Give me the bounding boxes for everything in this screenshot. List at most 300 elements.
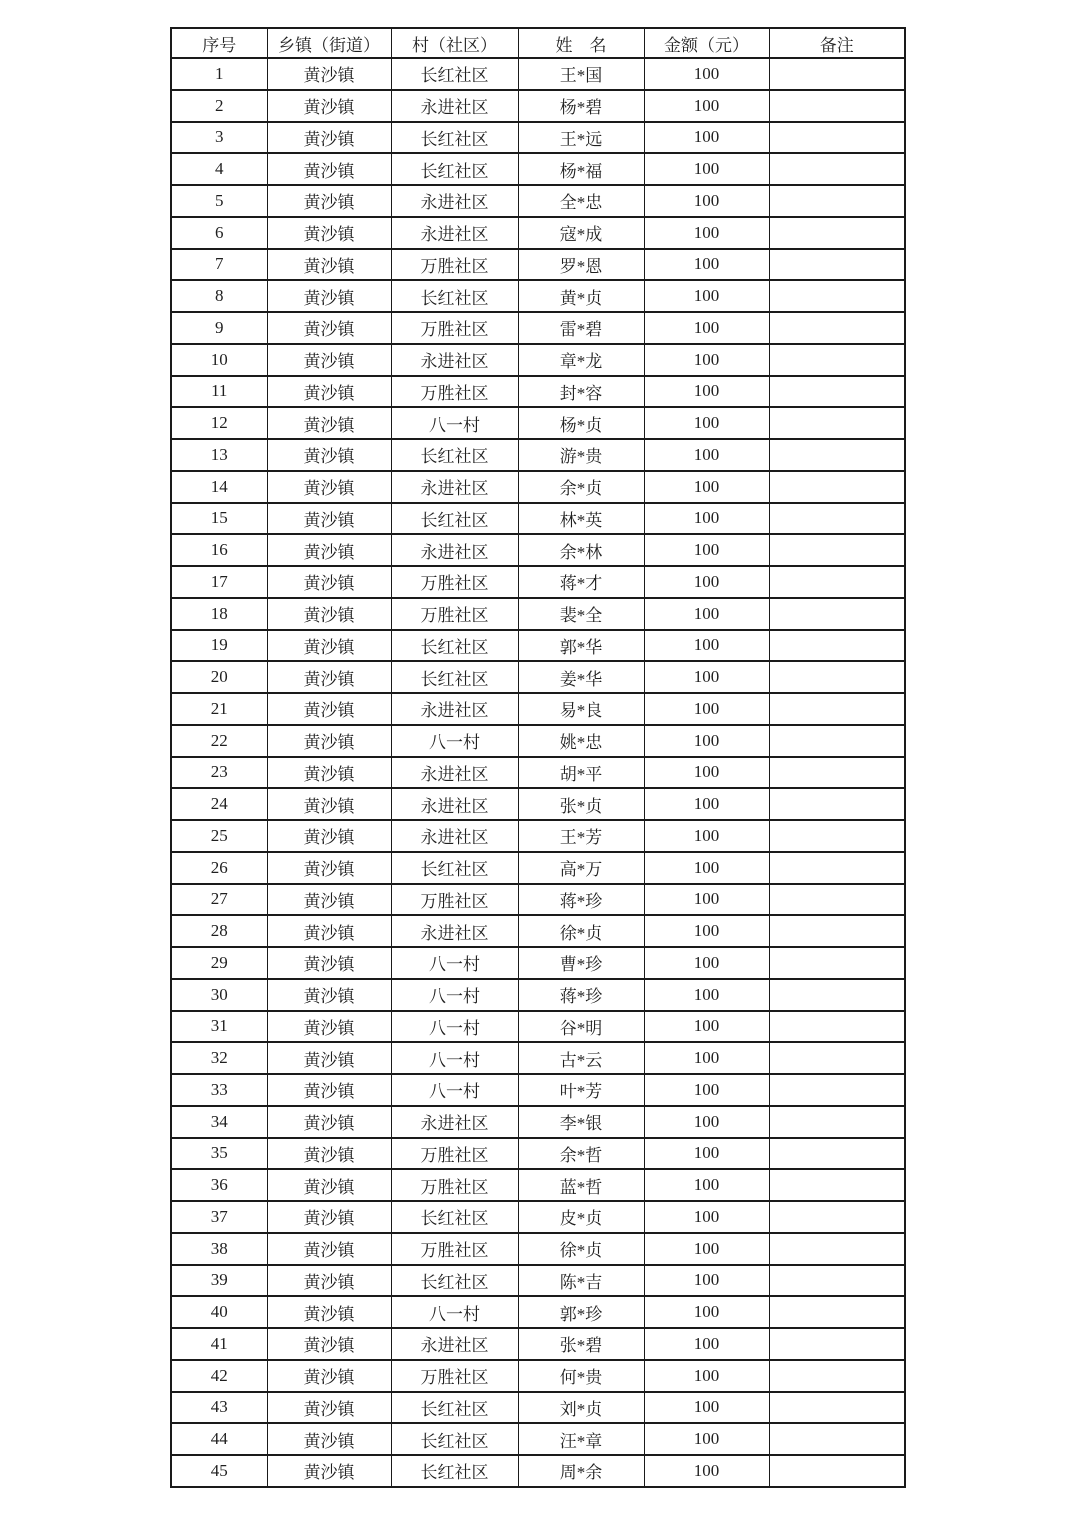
cell-village: 长红社区 bbox=[391, 1392, 518, 1424]
cell-index: 34 bbox=[171, 1106, 267, 1138]
cell-remark bbox=[769, 884, 905, 916]
cell-town: 黄沙镇 bbox=[267, 1233, 391, 1265]
cell-index: 39 bbox=[171, 1265, 267, 1297]
cell-name: 余*哲 bbox=[518, 1138, 644, 1170]
cell-remark bbox=[769, 1328, 905, 1360]
cell-remark bbox=[769, 1074, 905, 1106]
cell-town: 黄沙镇 bbox=[267, 122, 391, 154]
cell-index: 24 bbox=[171, 788, 267, 820]
cell-index: 44 bbox=[171, 1423, 267, 1455]
cell-village: 永进社区 bbox=[391, 820, 518, 852]
cell-village: 长红社区 bbox=[391, 630, 518, 662]
table-row bbox=[171, 1201, 905, 1233]
cell-town: 黄沙镇 bbox=[267, 407, 391, 439]
table-row bbox=[171, 280, 905, 312]
cell-name: 封*容 bbox=[518, 376, 644, 408]
cell-remark bbox=[769, 1296, 905, 1328]
cell-name: 黄*贞 bbox=[518, 280, 644, 312]
cell-amount: 100 bbox=[644, 1455, 769, 1487]
cell-remark bbox=[769, 280, 905, 312]
cell-village: 永进社区 bbox=[391, 90, 518, 122]
cell-town: 黄沙镇 bbox=[267, 598, 391, 630]
cell-remark bbox=[769, 661, 905, 693]
cell-amount: 100 bbox=[644, 852, 769, 884]
cell-town: 黄沙镇 bbox=[267, 1074, 391, 1106]
cell-village: 永进社区 bbox=[391, 185, 518, 217]
cell-remark bbox=[769, 153, 905, 185]
cell-amount: 100 bbox=[644, 1011, 769, 1043]
cell-remark bbox=[769, 1169, 905, 1201]
table-row bbox=[171, 471, 905, 503]
table-header-row bbox=[171, 28, 905, 58]
cell-index: 43 bbox=[171, 1392, 267, 1424]
cell-name: 余*林 bbox=[518, 534, 644, 566]
cell-name: 姜*华 bbox=[518, 661, 644, 693]
cell-amount: 100 bbox=[644, 1328, 769, 1360]
cell-village: 八一村 bbox=[391, 407, 518, 439]
cell-index: 22 bbox=[171, 725, 267, 757]
cell-amount: 100 bbox=[644, 598, 769, 630]
cell-index: 40 bbox=[171, 1296, 267, 1328]
cell-town: 黄沙镇 bbox=[267, 661, 391, 693]
cell-village: 长红社区 bbox=[391, 1423, 518, 1455]
cell-name: 余*贞 bbox=[518, 471, 644, 503]
cell-remark bbox=[769, 693, 905, 725]
cell-amount: 100 bbox=[644, 725, 769, 757]
cell-town: 黄沙镇 bbox=[267, 249, 391, 281]
cell-index: 19 bbox=[171, 630, 267, 662]
cell-village: 八一村 bbox=[391, 1011, 518, 1043]
cell-remark bbox=[769, 852, 905, 884]
cell-index: 2 bbox=[171, 90, 267, 122]
cell-town: 黄沙镇 bbox=[267, 566, 391, 598]
cell-village: 永进社区 bbox=[391, 1106, 518, 1138]
cell-name: 高*万 bbox=[518, 852, 644, 884]
cell-village: 万胜社区 bbox=[391, 249, 518, 281]
cell-village: 万胜社区 bbox=[391, 566, 518, 598]
cell-remark bbox=[769, 407, 905, 439]
cell-village: 万胜社区 bbox=[391, 598, 518, 630]
cell-remark bbox=[769, 1042, 905, 1074]
table-row bbox=[171, 312, 905, 344]
table-row bbox=[171, 693, 905, 725]
cell-amount: 100 bbox=[644, 1169, 769, 1201]
column-header-amount: 金额（元） bbox=[644, 28, 769, 58]
cell-village: 长红社区 bbox=[391, 280, 518, 312]
cell-town: 黄沙镇 bbox=[267, 884, 391, 916]
table-row bbox=[171, 376, 905, 408]
table-row bbox=[171, 852, 905, 884]
cell-name: 寇*成 bbox=[518, 217, 644, 249]
cell-remark bbox=[769, 534, 905, 566]
cell-amount: 100 bbox=[644, 153, 769, 185]
cell-village: 永进社区 bbox=[391, 915, 518, 947]
cell-town: 黄沙镇 bbox=[267, 280, 391, 312]
cell-town: 黄沙镇 bbox=[267, 503, 391, 535]
cell-name: 罗*恩 bbox=[518, 249, 644, 281]
cell-village: 永进社区 bbox=[391, 471, 518, 503]
table-row bbox=[171, 979, 905, 1011]
cell-village: 长红社区 bbox=[391, 852, 518, 884]
cell-remark bbox=[769, 725, 905, 757]
cell-village: 长红社区 bbox=[391, 661, 518, 693]
table-row bbox=[171, 915, 905, 947]
table-row bbox=[171, 884, 905, 916]
cell-village: 长红社区 bbox=[391, 153, 518, 185]
cell-remark bbox=[769, 820, 905, 852]
cell-remark bbox=[769, 598, 905, 630]
cell-remark bbox=[769, 376, 905, 408]
cell-village: 八一村 bbox=[391, 979, 518, 1011]
cell-village: 长红社区 bbox=[391, 58, 518, 90]
table-row bbox=[171, 820, 905, 852]
cell-index: 10 bbox=[171, 344, 267, 376]
cell-index: 29 bbox=[171, 947, 267, 979]
cell-village: 永进社区 bbox=[391, 1328, 518, 1360]
table-row bbox=[171, 1169, 905, 1201]
cell-name: 王*国 bbox=[518, 58, 644, 90]
cell-village: 长红社区 bbox=[391, 1455, 518, 1487]
column-header-remark: 备注 bbox=[769, 28, 905, 58]
cell-index: 18 bbox=[171, 598, 267, 630]
subsidy-table bbox=[170, 27, 906, 1488]
cell-amount: 100 bbox=[644, 344, 769, 376]
cell-amount: 100 bbox=[644, 693, 769, 725]
cell-remark bbox=[769, 1233, 905, 1265]
cell-remark bbox=[769, 471, 905, 503]
cell-amount: 100 bbox=[644, 312, 769, 344]
cell-name: 皮*贞 bbox=[518, 1201, 644, 1233]
cell-name: 郭*珍 bbox=[518, 1296, 644, 1328]
table-row bbox=[171, 1392, 905, 1424]
cell-amount: 100 bbox=[644, 757, 769, 789]
cell-name: 曹*珍 bbox=[518, 947, 644, 979]
cell-amount: 100 bbox=[644, 979, 769, 1011]
cell-village: 万胜社区 bbox=[391, 1233, 518, 1265]
cell-name: 章*龙 bbox=[518, 344, 644, 376]
table-row bbox=[171, 1106, 905, 1138]
cell-amount: 100 bbox=[644, 1360, 769, 1392]
cell-index: 13 bbox=[171, 439, 267, 471]
cell-index: 16 bbox=[171, 534, 267, 566]
cell-town: 黄沙镇 bbox=[267, 439, 391, 471]
table-row bbox=[171, 630, 905, 662]
cell-amount: 100 bbox=[644, 884, 769, 916]
cell-name: 裴*全 bbox=[518, 598, 644, 630]
table-row bbox=[171, 217, 905, 249]
cell-remark bbox=[769, 1265, 905, 1297]
cell-remark bbox=[769, 1392, 905, 1424]
cell-town: 黄沙镇 bbox=[267, 630, 391, 662]
table-row bbox=[171, 1360, 905, 1392]
cell-town: 黄沙镇 bbox=[267, 90, 391, 122]
cell-amount: 100 bbox=[644, 503, 769, 535]
column-header-village: 村（社区） bbox=[391, 28, 518, 58]
cell-town: 黄沙镇 bbox=[267, 312, 391, 344]
cell-remark bbox=[769, 344, 905, 376]
cell-amount: 100 bbox=[644, 217, 769, 249]
cell-village: 万胜社区 bbox=[391, 884, 518, 916]
cell-town: 黄沙镇 bbox=[267, 979, 391, 1011]
cell-town: 黄沙镇 bbox=[267, 185, 391, 217]
table-row bbox=[171, 185, 905, 217]
cell-index: 5 bbox=[171, 185, 267, 217]
table-row bbox=[171, 598, 905, 630]
table-row bbox=[171, 1423, 905, 1455]
table-row bbox=[171, 122, 905, 154]
cell-amount: 100 bbox=[644, 1423, 769, 1455]
cell-remark bbox=[769, 439, 905, 471]
cell-name: 王*芳 bbox=[518, 820, 644, 852]
cell-amount: 100 bbox=[644, 1201, 769, 1233]
cell-name: 张*贞 bbox=[518, 788, 644, 820]
cell-village: 八一村 bbox=[391, 725, 518, 757]
cell-town: 黄沙镇 bbox=[267, 1360, 391, 1392]
cell-remark bbox=[769, 757, 905, 789]
table-row bbox=[171, 344, 905, 376]
cell-name: 徐*贞 bbox=[518, 915, 644, 947]
cell-remark bbox=[769, 217, 905, 249]
cell-name: 雷*碧 bbox=[518, 312, 644, 344]
cell-amount: 100 bbox=[644, 534, 769, 566]
cell-name: 杨*碧 bbox=[518, 90, 644, 122]
table-row bbox=[171, 1328, 905, 1360]
cell-town: 黄沙镇 bbox=[267, 1106, 391, 1138]
cell-name: 叶*芳 bbox=[518, 1074, 644, 1106]
cell-name: 全*忠 bbox=[518, 185, 644, 217]
cell-town: 黄沙镇 bbox=[267, 693, 391, 725]
cell-remark bbox=[769, 979, 905, 1011]
cell-amount: 100 bbox=[644, 90, 769, 122]
cell-village: 永进社区 bbox=[391, 344, 518, 376]
cell-village: 万胜社区 bbox=[391, 312, 518, 344]
cell-village: 长红社区 bbox=[391, 1201, 518, 1233]
cell-index: 14 bbox=[171, 471, 267, 503]
cell-name: 易*良 bbox=[518, 693, 644, 725]
cell-remark bbox=[769, 1360, 905, 1392]
cell-town: 黄沙镇 bbox=[267, 757, 391, 789]
cell-amount: 100 bbox=[644, 1265, 769, 1297]
cell-name: 姚*忠 bbox=[518, 725, 644, 757]
cell-index: 31 bbox=[171, 1011, 267, 1043]
table-row bbox=[171, 153, 905, 185]
cell-remark bbox=[769, 1423, 905, 1455]
cell-amount: 100 bbox=[644, 1392, 769, 1424]
cell-amount: 100 bbox=[644, 1138, 769, 1170]
cell-index: 42 bbox=[171, 1360, 267, 1392]
cell-amount: 100 bbox=[644, 1074, 769, 1106]
cell-remark bbox=[769, 312, 905, 344]
cell-village: 永进社区 bbox=[391, 693, 518, 725]
cell-name: 蒋*珍 bbox=[518, 979, 644, 1011]
cell-village: 万胜社区 bbox=[391, 376, 518, 408]
cell-town: 黄沙镇 bbox=[267, 820, 391, 852]
cell-town: 黄沙镇 bbox=[267, 1042, 391, 1074]
cell-town: 黄沙镇 bbox=[267, 1328, 391, 1360]
cell-village: 八一村 bbox=[391, 1042, 518, 1074]
cell-amount: 100 bbox=[644, 566, 769, 598]
cell-remark bbox=[769, 249, 905, 281]
cell-name: 蒋*珍 bbox=[518, 884, 644, 916]
cell-index: 4 bbox=[171, 153, 267, 185]
cell-amount: 100 bbox=[644, 280, 769, 312]
cell-index: 25 bbox=[171, 820, 267, 852]
cell-name: 张*碧 bbox=[518, 1328, 644, 1360]
cell-amount: 100 bbox=[644, 788, 769, 820]
cell-name: 蒋*才 bbox=[518, 566, 644, 598]
cell-town: 黄沙镇 bbox=[267, 376, 391, 408]
cell-name: 徐*贞 bbox=[518, 1233, 644, 1265]
cell-village: 八一村 bbox=[391, 947, 518, 979]
cell-name: 周*余 bbox=[518, 1455, 644, 1487]
cell-town: 黄沙镇 bbox=[267, 471, 391, 503]
cell-village: 永进社区 bbox=[391, 217, 518, 249]
cell-town: 黄沙镇 bbox=[267, 1296, 391, 1328]
table-row bbox=[171, 947, 905, 979]
cell-amount: 100 bbox=[644, 407, 769, 439]
cell-town: 黄沙镇 bbox=[267, 217, 391, 249]
table-head bbox=[171, 28, 905, 58]
cell-amount: 100 bbox=[644, 185, 769, 217]
cell-remark bbox=[769, 122, 905, 154]
cell-town: 黄沙镇 bbox=[267, 852, 391, 884]
cell-village: 八一村 bbox=[391, 1296, 518, 1328]
cell-remark bbox=[769, 947, 905, 979]
cell-index: 3 bbox=[171, 122, 267, 154]
cell-town: 黄沙镇 bbox=[267, 1392, 391, 1424]
table-row bbox=[171, 1296, 905, 1328]
cell-index: 38 bbox=[171, 1233, 267, 1265]
cell-amount: 100 bbox=[644, 820, 769, 852]
cell-remark bbox=[769, 1201, 905, 1233]
cell-name: 谷*明 bbox=[518, 1011, 644, 1043]
cell-amount: 100 bbox=[644, 58, 769, 90]
cell-town: 黄沙镇 bbox=[267, 1201, 391, 1233]
cell-village: 长红社区 bbox=[391, 439, 518, 471]
table-body bbox=[171, 58, 905, 1487]
cell-town: 黄沙镇 bbox=[267, 725, 391, 757]
cell-town: 黄沙镇 bbox=[267, 153, 391, 185]
cell-name: 汪*章 bbox=[518, 1423, 644, 1455]
cell-index: 17 bbox=[171, 566, 267, 598]
cell-remark bbox=[769, 1138, 905, 1170]
cell-town: 黄沙镇 bbox=[267, 1169, 391, 1201]
cell-name: 李*银 bbox=[518, 1106, 644, 1138]
cell-index: 15 bbox=[171, 503, 267, 535]
cell-amount: 100 bbox=[644, 947, 769, 979]
cell-village: 长红社区 bbox=[391, 503, 518, 535]
cell-name: 古*云 bbox=[518, 1042, 644, 1074]
cell-village: 万胜社区 bbox=[391, 1169, 518, 1201]
cell-amount: 100 bbox=[644, 1106, 769, 1138]
cell-town: 黄沙镇 bbox=[267, 534, 391, 566]
cell-name: 胡*平 bbox=[518, 757, 644, 789]
table-row bbox=[171, 1138, 905, 1170]
cell-village: 长红社区 bbox=[391, 1265, 518, 1297]
cell-index: 8 bbox=[171, 280, 267, 312]
table-row bbox=[171, 757, 905, 789]
cell-remark bbox=[769, 566, 905, 598]
table-row bbox=[171, 407, 905, 439]
cell-remark bbox=[769, 58, 905, 90]
cell-town: 黄沙镇 bbox=[267, 1455, 391, 1487]
cell-town: 黄沙镇 bbox=[267, 1011, 391, 1043]
table-row bbox=[171, 249, 905, 281]
cell-amount: 100 bbox=[644, 471, 769, 503]
cell-index: 41 bbox=[171, 1328, 267, 1360]
cell-index: 20 bbox=[171, 661, 267, 693]
cell-amount: 100 bbox=[644, 1042, 769, 1074]
cell-town: 黄沙镇 bbox=[267, 1423, 391, 1455]
cell-town: 黄沙镇 bbox=[267, 344, 391, 376]
cell-village: 长红社区 bbox=[391, 122, 518, 154]
cell-town: 黄沙镇 bbox=[267, 1265, 391, 1297]
table-row bbox=[171, 439, 905, 471]
cell-remark bbox=[769, 915, 905, 947]
cell-index: 11 bbox=[171, 376, 267, 408]
cell-index: 6 bbox=[171, 217, 267, 249]
cell-name: 陈*吉 bbox=[518, 1265, 644, 1297]
table-row bbox=[171, 566, 905, 598]
cell-name: 林*英 bbox=[518, 503, 644, 535]
cell-town: 黄沙镇 bbox=[267, 58, 391, 90]
cell-name: 王*远 bbox=[518, 122, 644, 154]
cell-index: 21 bbox=[171, 693, 267, 725]
cell-name: 杨*福 bbox=[518, 153, 644, 185]
cell-name: 刘*贞 bbox=[518, 1392, 644, 1424]
table-row bbox=[171, 534, 905, 566]
cell-index: 28 bbox=[171, 915, 267, 947]
table-row bbox=[171, 1455, 905, 1487]
cell-village: 八一村 bbox=[391, 1074, 518, 1106]
cell-remark bbox=[769, 503, 905, 535]
cell-remark bbox=[769, 1106, 905, 1138]
cell-town: 黄沙镇 bbox=[267, 947, 391, 979]
cell-index: 30 bbox=[171, 979, 267, 1011]
cell-amount: 100 bbox=[644, 915, 769, 947]
cell-amount: 100 bbox=[644, 661, 769, 693]
table-row bbox=[171, 503, 905, 535]
cell-village: 永进社区 bbox=[391, 534, 518, 566]
cell-amount: 100 bbox=[644, 439, 769, 471]
cell-index: 32 bbox=[171, 1042, 267, 1074]
table-row bbox=[171, 1011, 905, 1043]
cell-index: 9 bbox=[171, 312, 267, 344]
cell-index: 1 bbox=[171, 58, 267, 90]
table-row bbox=[171, 725, 905, 757]
cell-name: 蓝*哲 bbox=[518, 1169, 644, 1201]
cell-index: 36 bbox=[171, 1169, 267, 1201]
cell-index: 45 bbox=[171, 1455, 267, 1487]
cell-name: 何*贵 bbox=[518, 1360, 644, 1392]
cell-village: 永进社区 bbox=[391, 788, 518, 820]
cell-index: 7 bbox=[171, 249, 267, 281]
cell-amount: 100 bbox=[644, 122, 769, 154]
cell-town: 黄沙镇 bbox=[267, 915, 391, 947]
cell-village: 万胜社区 bbox=[391, 1138, 518, 1170]
cell-amount: 100 bbox=[644, 630, 769, 662]
cell-amount: 100 bbox=[644, 376, 769, 408]
table-row bbox=[171, 90, 905, 122]
cell-remark bbox=[769, 1455, 905, 1487]
cell-remark bbox=[769, 1011, 905, 1043]
cell-amount: 100 bbox=[644, 1233, 769, 1265]
column-header-town: 乡镇（街道） bbox=[267, 28, 391, 58]
cell-amount: 100 bbox=[644, 1296, 769, 1328]
column-header-name: 姓 名 bbox=[518, 28, 644, 58]
table-row bbox=[171, 788, 905, 820]
table-row bbox=[171, 661, 905, 693]
